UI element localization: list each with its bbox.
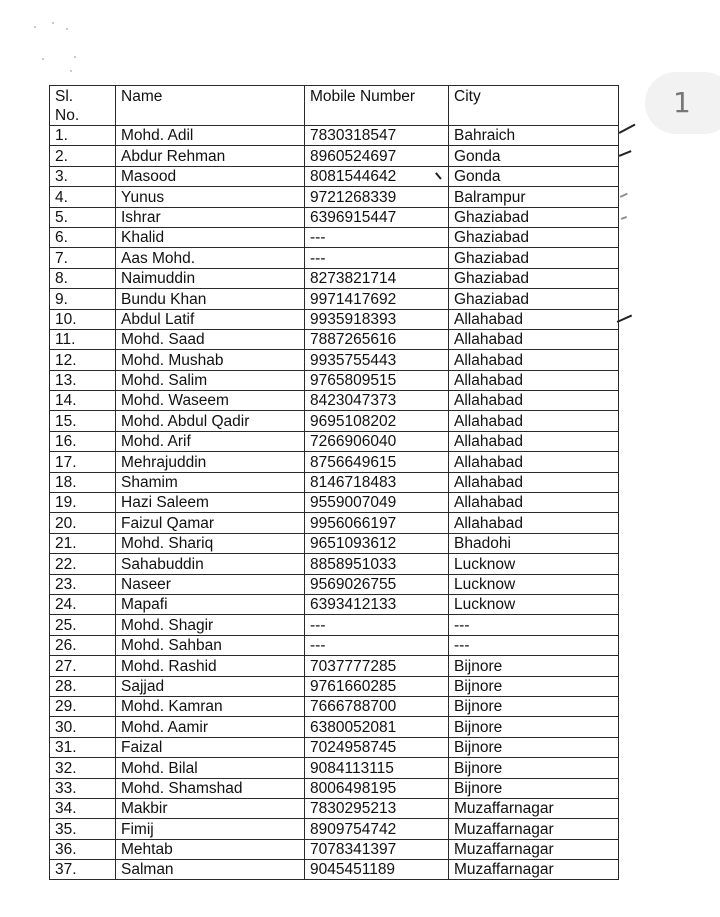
cell-mobile: 7666788700 (305, 696, 449, 716)
cell-mobile: 6396915447 (305, 207, 449, 227)
cell-name: Sajjad (116, 676, 305, 696)
cell-city: Muzaffarnagar (449, 839, 619, 859)
cell-name: Masood (116, 166, 305, 186)
cell-mobile: --- (305, 635, 449, 655)
cell-name: Shamim (116, 472, 305, 492)
table-row (50, 778, 619, 798)
table-row (50, 329, 619, 349)
table-header-row (50, 86, 619, 126)
cell-mobile: 7266906040 (305, 431, 449, 451)
cell-name: Mohd. Adil (116, 126, 305, 146)
table-row (50, 268, 619, 288)
table-row (50, 207, 619, 227)
cell-sl-no: 30. (50, 717, 116, 737)
table-row (50, 717, 619, 737)
table-row (50, 248, 619, 268)
cell-city: Lucknow (449, 554, 619, 574)
cell-city: Bahraich (449, 126, 619, 146)
cell-city: Allahabad (449, 411, 619, 431)
scan-noise (30, 18, 90, 78)
cell-sl-no: 3. (50, 166, 116, 186)
table-row (50, 493, 619, 513)
cell-mobile: 9971417692 (305, 289, 449, 309)
cell-name: Mohd. Mushab (116, 350, 305, 370)
cell-name: Mohd. Shariq (116, 533, 305, 553)
cell-name: Mohd. Shamshad (116, 778, 305, 798)
cell-city: Ghaziabad (449, 268, 619, 288)
cell-city: Bijnore (449, 676, 619, 696)
cell-city: Balrampur (449, 187, 619, 207)
cell-sl-no: 28. (50, 676, 116, 696)
cell-mobile: 9956066197 (305, 513, 449, 533)
page-number-badge (645, 72, 720, 134)
handwritten-tick-mark (621, 216, 627, 219)
cell-mobile: 7078341397 (305, 839, 449, 859)
cell-sl-no: 24. (50, 594, 116, 614)
cell-sl-no: 1. (50, 126, 116, 146)
cell-city: Allahabad (449, 452, 619, 472)
handwritten-tick-mark (619, 150, 632, 156)
table-row (50, 676, 619, 696)
cell-name: Mohd. Rashid (116, 656, 305, 676)
table-row (50, 533, 619, 553)
table-row (50, 309, 619, 329)
cell-city: Allahabad (449, 472, 619, 492)
cell-city: Bijnore (449, 778, 619, 798)
cell-city: Lucknow (449, 574, 619, 594)
table-row (50, 737, 619, 757)
cell-name: Mehtab (116, 839, 305, 859)
cell-name: Faizul Qamar (116, 513, 305, 533)
table-row (50, 839, 619, 859)
cell-city: Allahabad (449, 370, 619, 390)
cell-name: Yunus (116, 187, 305, 207)
table-row (50, 431, 619, 451)
cell-mobile: 8909754742 (305, 819, 449, 839)
cell-city: Bijnore (449, 717, 619, 737)
cell-sl-no: 34. (50, 798, 116, 818)
cell-city: Bijnore (449, 696, 619, 716)
cell-city: Ghaziabad (449, 227, 619, 247)
table-row (50, 126, 619, 146)
cell-sl-no: 32. (50, 758, 116, 778)
table-row (50, 758, 619, 778)
cell-city: Muzaffarnagar (449, 798, 619, 818)
cell-sl-no: 9. (50, 289, 116, 309)
table-row (50, 594, 619, 614)
table-row (50, 574, 619, 594)
page-number: 1 (673, 86, 691, 119)
cell-city: Allahabad (449, 309, 619, 329)
cell-mobile: 9695108202 (305, 411, 449, 431)
cell-city: Gonda (449, 166, 619, 186)
cell-sl-no: 15. (50, 411, 116, 431)
cell-name: Ishrar (116, 207, 305, 227)
header-mobile: Mobile Number (305, 86, 449, 126)
cell-sl-no: 22. (50, 554, 116, 574)
cell-sl-no: 12. (50, 350, 116, 370)
cell-city: Ghaziabad (449, 248, 619, 268)
cell-sl-no: 36. (50, 839, 116, 859)
cell-sl-no: 5. (50, 207, 116, 227)
cell-mobile: 8756649615 (305, 452, 449, 472)
cell-sl-no: 4. (50, 187, 116, 207)
cell-city: --- (449, 615, 619, 635)
cell-mobile: 8960524697 (305, 146, 449, 166)
cell-name: Naimuddin (116, 268, 305, 288)
cell-mobile: 8858951033 (305, 554, 449, 574)
cell-mobile: 9084113115 (305, 758, 449, 778)
cell-sl-no: 27. (50, 656, 116, 676)
cell-sl-no: 17. (50, 452, 116, 472)
cell-sl-no: 14. (50, 391, 116, 411)
table-row (50, 696, 619, 716)
cell-city: Muzaffarnagar (449, 819, 619, 839)
cell-name: Makbir (116, 798, 305, 818)
cell-name: Abdul Latif (116, 309, 305, 329)
cell-mobile: 9569026755 (305, 574, 449, 594)
cell-name: Mohd. Saad (116, 329, 305, 349)
cell-mobile: 8081544642 (305, 166, 449, 186)
header-name: Name (116, 86, 305, 126)
cell-mobile: 8006498195 (305, 778, 449, 798)
table-row (50, 289, 619, 309)
cell-mobile: 9559007049 (305, 493, 449, 513)
cell-mobile: 9651093612 (305, 533, 449, 553)
cell-mobile: 9935755443 (305, 350, 449, 370)
cell-sl-no: 35. (50, 819, 116, 839)
cell-mobile: 7830318547 (305, 126, 449, 146)
cell-mobile: 7830295213 (305, 798, 449, 818)
cell-sl-no: 20. (50, 513, 116, 533)
cell-sl-no: 37. (50, 860, 116, 880)
table-row (50, 146, 619, 166)
cell-name: Mohd. Abdul Qadir (116, 411, 305, 431)
cell-sl-no: 6. (50, 227, 116, 247)
cell-name: Khalid (116, 227, 305, 247)
table-row (50, 187, 619, 207)
cell-city: --- (449, 635, 619, 655)
cell-name: Mohd. Arif (116, 431, 305, 451)
cell-mobile: 6393412133 (305, 594, 449, 614)
header-city: City (449, 86, 619, 126)
cell-mobile: 7887265616 (305, 329, 449, 349)
cell-city: Allahabad (449, 329, 619, 349)
cell-sl-no: 19. (50, 493, 116, 513)
header-sl-line1: Sl. (55, 88, 74, 105)
cell-mobile: 8273821714 (305, 268, 449, 288)
cell-mobile: 9045451189 (305, 860, 449, 880)
table-row (50, 472, 619, 492)
cell-mobile: 9935918393 (305, 309, 449, 329)
table-row (50, 798, 619, 818)
cell-sl-no: 26. (50, 635, 116, 655)
cell-sl-no: 25. (50, 615, 116, 635)
header-sl-no (50, 86, 116, 126)
cell-mobile: 8423047373 (305, 391, 449, 411)
table-row (50, 391, 619, 411)
cell-name: Aas Mohd. (116, 248, 305, 268)
table-row (50, 635, 619, 655)
cell-name: Mohd. Sahban (116, 635, 305, 655)
cell-sl-no: 33. (50, 778, 116, 798)
cell-city: Allahabad (449, 513, 619, 533)
table-row (50, 656, 619, 676)
cell-name: Bundu Khan (116, 289, 305, 309)
cell-city: Muzaffarnagar (449, 860, 619, 880)
cell-sl-no: 8. (50, 268, 116, 288)
cell-sl-no: 7. (50, 248, 116, 268)
cell-city: Allahabad (449, 431, 619, 451)
cell-sl-no: 29. (50, 696, 116, 716)
table-row (50, 615, 619, 635)
table-row (50, 819, 619, 839)
cell-name: Abdur Rehman (116, 146, 305, 166)
cell-sl-no: 23. (50, 574, 116, 594)
cell-sl-no: 2. (50, 146, 116, 166)
cell-name: Mapafi (116, 594, 305, 614)
table-row (50, 227, 619, 247)
cell-name: Mohd. Shagir (116, 615, 305, 635)
cell-mobile: --- (305, 615, 449, 635)
cell-name: Mohd. Bilal (116, 758, 305, 778)
handwritten-tick-mark (620, 193, 628, 198)
cell-mobile: --- (305, 248, 449, 268)
table-row (50, 554, 619, 574)
cell-name: Mehrajuddin (116, 452, 305, 472)
cell-name: Mohd. Kamran (116, 696, 305, 716)
cell-name: Hazi Saleem (116, 493, 305, 513)
table-row (50, 350, 619, 370)
handwritten-tick-mark (619, 124, 636, 134)
table-row (50, 860, 619, 880)
cell-mobile: 6380052081 (305, 717, 449, 737)
cell-city: Allahabad (449, 493, 619, 513)
header-sl-line2: No. (55, 107, 80, 124)
cell-city: Bhadohi (449, 533, 619, 553)
cell-mobile: 7037777285 (305, 656, 449, 676)
cell-city: Allahabad (449, 391, 619, 411)
cell-city: Bijnore (449, 758, 619, 778)
table-row (50, 166, 619, 186)
cell-mobile: --- (305, 227, 449, 247)
cell-name: Mohd. Aamir (116, 717, 305, 737)
cell-mobile: 7024958745 (305, 737, 449, 757)
table-row (50, 370, 619, 390)
cell-city: Ghaziabad (449, 207, 619, 227)
cell-mobile: 9765809515 (305, 370, 449, 390)
cell-city: Bijnore (449, 737, 619, 757)
cell-name: Fimij (116, 819, 305, 839)
cell-city: Bijnore (449, 656, 619, 676)
cell-sl-no: 10. (50, 309, 116, 329)
cell-city: Allahabad (449, 350, 619, 370)
cell-city: Gonda (449, 146, 619, 166)
cell-name: Mohd. Waseem (116, 391, 305, 411)
cell-sl-no: 21. (50, 533, 116, 553)
cell-mobile: 9721268339 (305, 187, 449, 207)
cell-name: Sahabuddin (116, 554, 305, 574)
cell-city: Lucknow (449, 594, 619, 614)
cell-sl-no: 16. (50, 431, 116, 451)
table-row (50, 452, 619, 472)
cell-name: Mohd. Salim (116, 370, 305, 390)
contacts-table (49, 85, 619, 880)
cell-mobile: 9761660285 (305, 676, 449, 696)
cell-sl-no: 31. (50, 737, 116, 757)
cell-name: Naseer (116, 574, 305, 594)
table-row (50, 513, 619, 533)
cell-sl-no: 13. (50, 370, 116, 390)
cell-name: Faizal (116, 737, 305, 757)
table-row (50, 411, 619, 431)
cell-sl-no: 18. (50, 472, 116, 492)
cell-city: Ghaziabad (449, 289, 619, 309)
cell-name: Salman (116, 860, 305, 880)
cell-mobile: 8146718483 (305, 472, 449, 492)
cell-sl-no: 11. (50, 329, 116, 349)
